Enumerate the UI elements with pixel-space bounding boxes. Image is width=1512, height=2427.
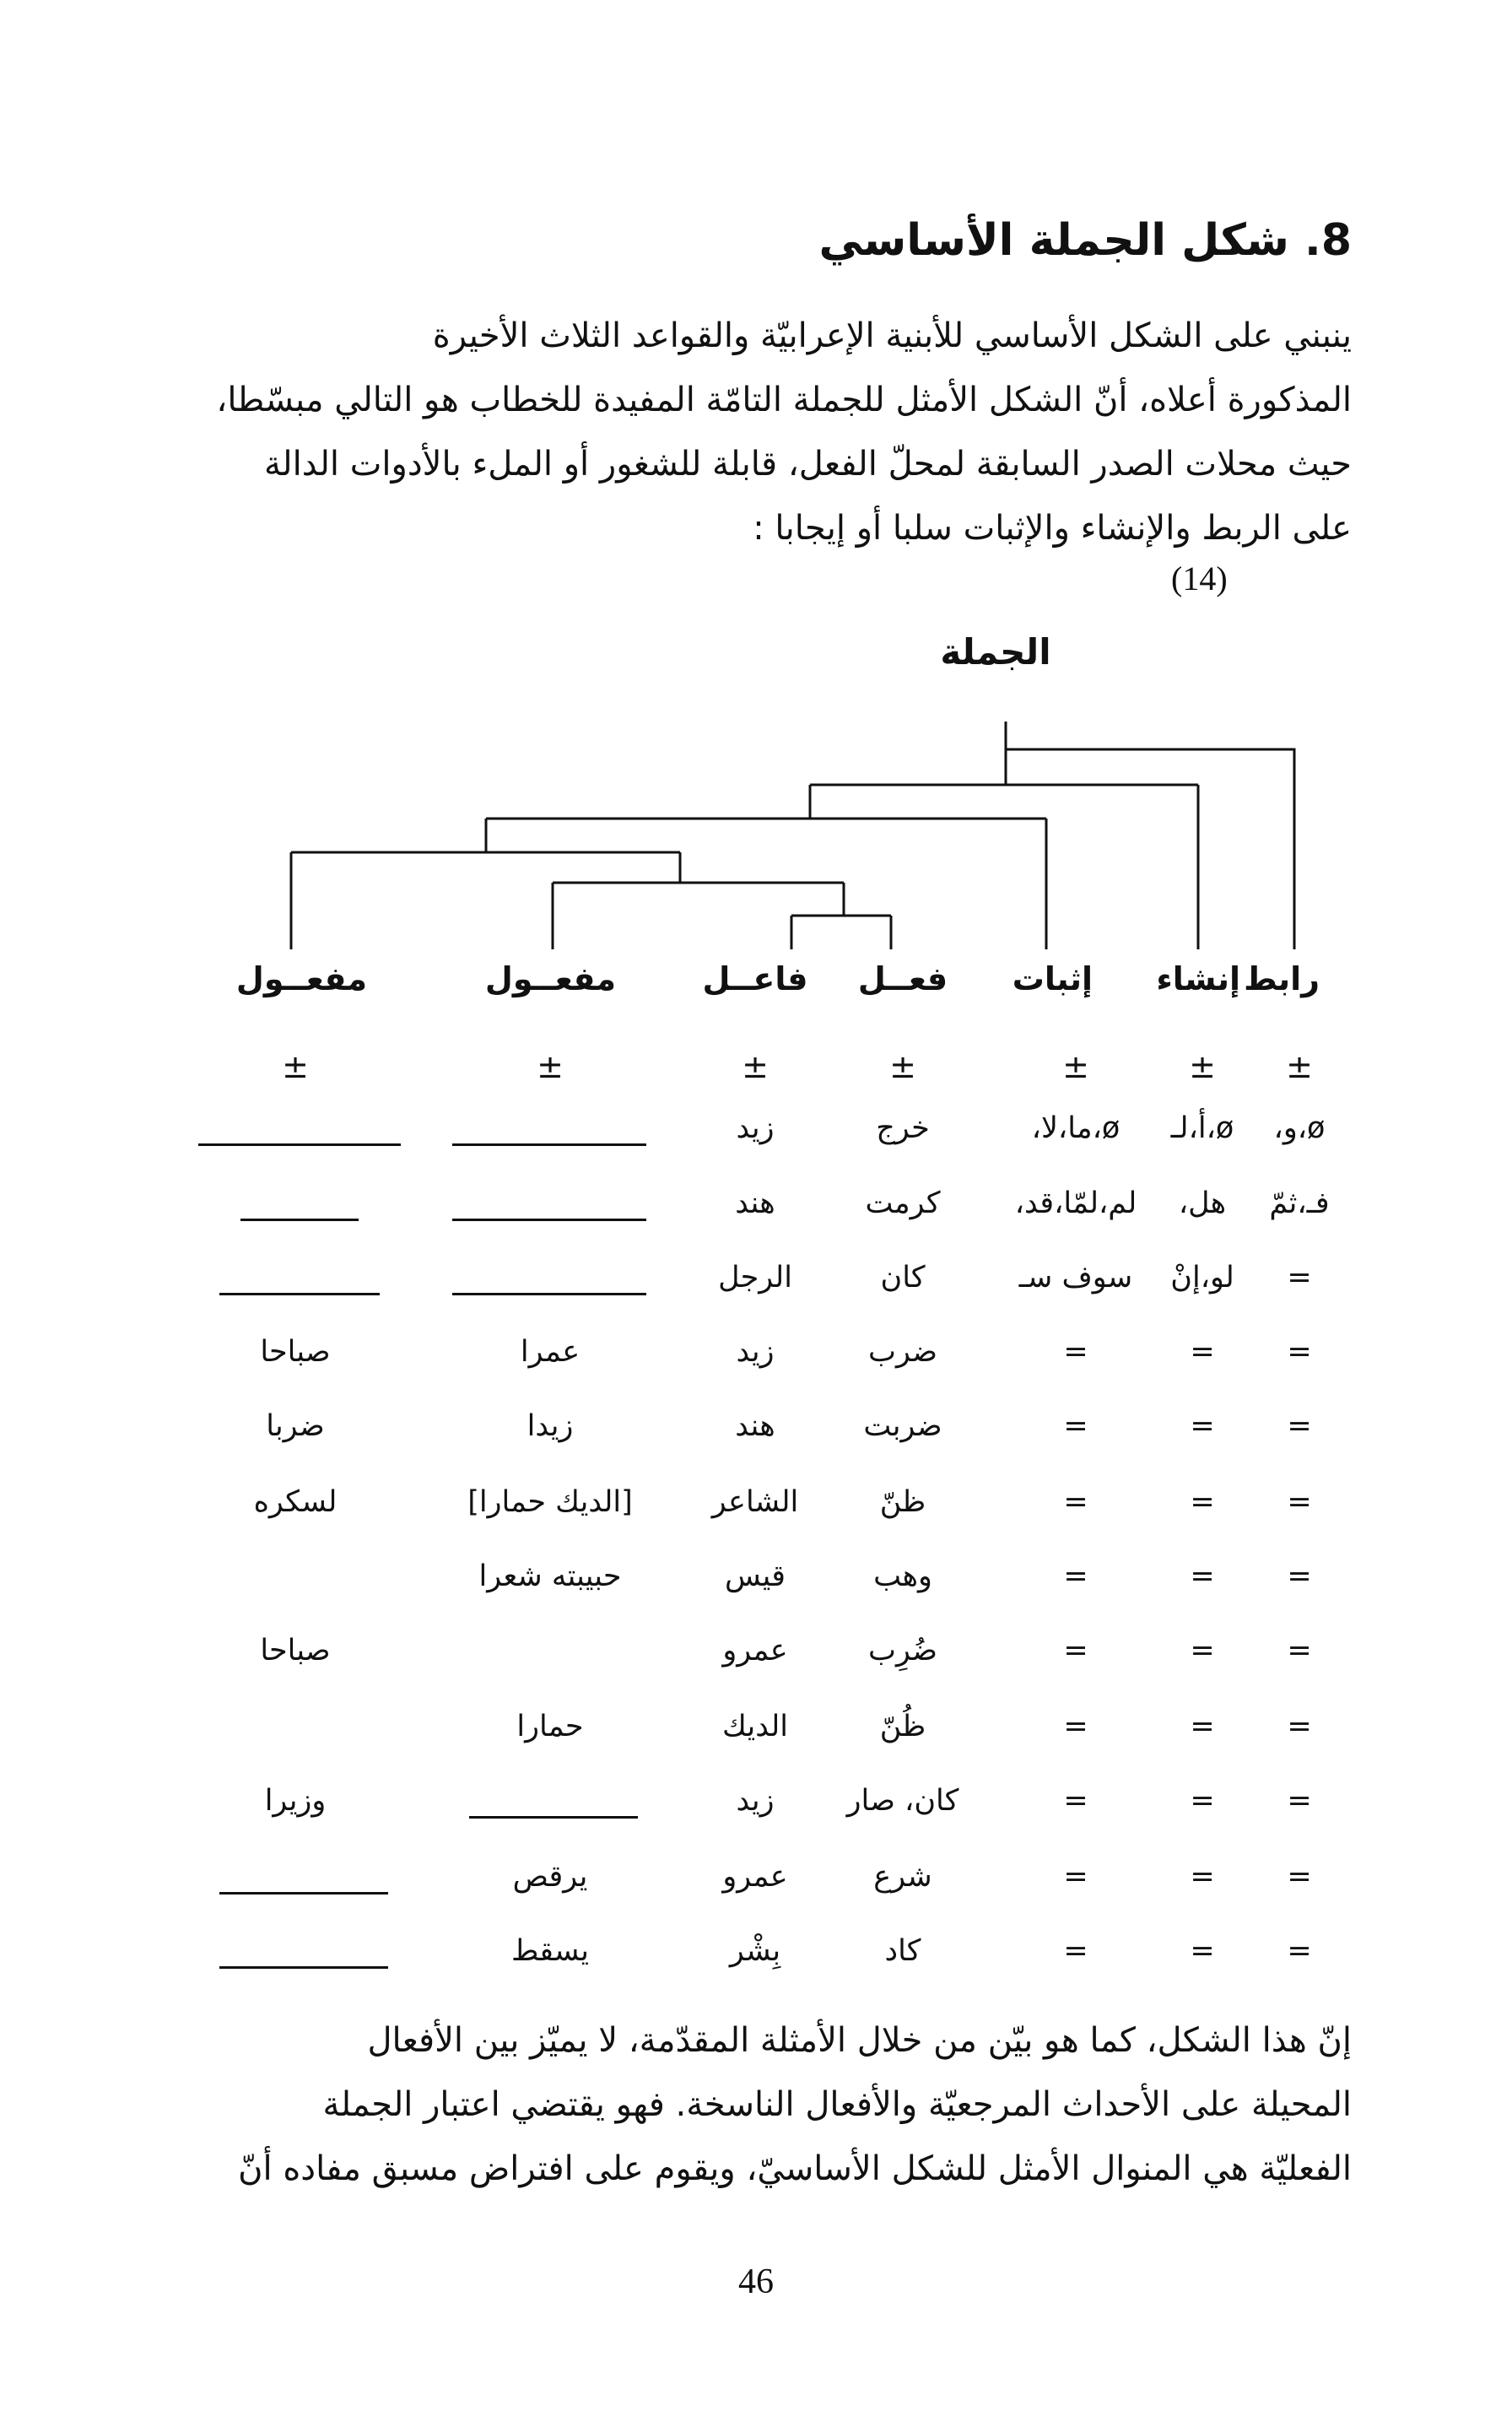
table-cell-mafool1: يسقط (511, 1934, 589, 1968)
table-cell-fail: زيد (736, 1111, 775, 1145)
section-title: 8. شكل الجملة الأساسي (818, 215, 1352, 266)
table-cell-fil: كرمت (865, 1186, 941, 1220)
table-cell-fail: قيس (725, 1559, 786, 1593)
plus-minus-mark: ± (742, 1048, 769, 1085)
table-cell-rabit: = (1287, 1934, 1312, 1968)
table-cell-ithbat: = (1063, 1934, 1088, 1968)
table-cell-rabit: = (1287, 1409, 1312, 1443)
table-cell-mafool2: لسكره (253, 1485, 338, 1519)
blank-slot-line (198, 1143, 401, 1146)
table-cell-fil: ظُنّ (879, 1710, 926, 1743)
table-cell-insha: هل، (1178, 1186, 1227, 1220)
blank-slot-line (219, 1293, 380, 1295)
plus-minus-mark: ± (1286, 1048, 1313, 1085)
table-cell-fil: خرج (876, 1111, 930, 1145)
table-cell-insha: = (1190, 1784, 1215, 1818)
col-header-rabit: رابط (1244, 960, 1320, 997)
table-cell-mafool2: صباحا (260, 1634, 331, 1668)
table-cell-ithbat: = (1063, 1335, 1088, 1369)
table-cell-ithbat: = (1063, 1559, 1088, 1593)
blank-slot-line (452, 1143, 646, 1146)
table-cell-ithbat: لم،لمّا،قد، (1014, 1186, 1137, 1220)
table-cell-insha: = (1190, 1409, 1215, 1443)
table-cell-ithbat: = (1063, 1634, 1088, 1668)
table-cell-rabit: = (1287, 1485, 1312, 1519)
col-header-fail: فاعــل (702, 960, 808, 997)
table-cell-fail: الرجل (718, 1261, 792, 1295)
table-cell-ithbat: = (1063, 1860, 1088, 1894)
tree-diagram (0, 0, 1512, 1013)
table-cell-fail: عمرو (722, 1634, 788, 1668)
table-cell-fail: الديك (722, 1710, 788, 1743)
table-cell-insha: = (1190, 1559, 1215, 1593)
table-cell-ithbat: = (1063, 1409, 1088, 1443)
blank-slot-line (452, 1219, 646, 1221)
table-cell-mafool2: وزيرا (264, 1784, 327, 1818)
closing-line: إنّ هذا الشكل، كما هو بيّن من خلال الأمثلة المقدّمة، لا يميّز بين الأفعال (367, 2021, 1352, 2060)
plus-minus-mark: ± (1062, 1048, 1089, 1085)
table-cell-fail: زيد (736, 1784, 775, 1818)
col-header-ithbat: إثبات (1012, 960, 1093, 997)
table-cell-rabit: = (1287, 1335, 1312, 1369)
tree-root-label: الجملة (940, 631, 1051, 673)
table-cell-fail: عمرو (722, 1860, 788, 1894)
table-cell-insha: = (1190, 1710, 1215, 1743)
col-header-mafool: مفعــول (235, 960, 367, 997)
table-cell-fil: ظنّ (879, 1485, 926, 1519)
table-cell-rabit: = (1287, 1784, 1312, 1818)
table-cell-mafool2: ضربا (266, 1409, 325, 1443)
table-cell-rabit: = (1287, 1860, 1312, 1894)
table-cell-ithbat: = (1063, 1784, 1088, 1818)
table-cell-mafool1: عمرا (520, 1335, 580, 1369)
table-cell-mafool2: صباحا (260, 1335, 331, 1369)
blank-slot-line (219, 1892, 388, 1895)
table-cell-rabit: = (1287, 1559, 1312, 1593)
table-cell-fil: كاد (884, 1934, 921, 1968)
table-cell-fail: الشاعر (711, 1485, 799, 1519)
table-cell-fail: هند (735, 1186, 775, 1220)
table-cell-fil: ضرب (868, 1335, 937, 1369)
table-cell-rabit: ø،و، (1273, 1111, 1326, 1145)
table-cell-mafool1: زيدا (526, 1409, 574, 1443)
col-header-insha: إنشاء (1156, 960, 1240, 997)
table-cell-insha: = (1190, 1485, 1215, 1519)
intro-line: المذكورة أعلاه، أنّ الشكل الأمثل للجملة التامّة المفيدة للخطاب هو التالي مبسّطا، (216, 381, 1352, 419)
tree-branch-rabit (1006, 749, 1294, 949)
table-cell-fil: كان (880, 1261, 926, 1295)
table-cell-rabit: = (1287, 1710, 1312, 1743)
table-cell-ithbat: = (1063, 1485, 1088, 1519)
blank-slot-line (452, 1293, 646, 1295)
table-cell-fil: وهب (873, 1559, 932, 1593)
table-cell-insha: = (1190, 1934, 1215, 1968)
plus-minus-mark: ± (1189, 1048, 1216, 1085)
col-header-mafool: مفعــول (484, 960, 616, 997)
intro-line: ينبني على الشكل الأساسي للأبنية الإعرابيّة والقواعد الثلاث الأخيرة (432, 316, 1352, 355)
table-cell-mafool1: حبيبته شعرا (478, 1559, 622, 1593)
page-number: 46 (738, 2262, 774, 2301)
table-cell-mafool1: يرقص (512, 1860, 588, 1894)
table-cell-fail: هند (735, 1409, 775, 1443)
table-cell-insha: = (1190, 1335, 1215, 1369)
table-cell-fil: كان، صار (846, 1784, 959, 1818)
example-number: (14) (1171, 559, 1228, 597)
table-cell-fail: زيد (736, 1335, 775, 1369)
table-cell-rabit: = (1287, 1634, 1312, 1668)
blank-slot-line (240, 1219, 359, 1221)
table-cell-fil: ضُرِب (868, 1634, 937, 1668)
intro-line: على الربط والإنشاء والإثبات سلبا أو إيجابا : (753, 509, 1352, 548)
table-cell-insha: = (1190, 1634, 1215, 1668)
table-cell-mafool1: [الديك حمارا] (467, 1485, 633, 1519)
intro-line: حيث محلات الصدر السابقة لمحلّ الفعل، قابلة للشغور أو الملء بالأدوات الدالة (263, 445, 1352, 484)
col-header-fil: فعــل (857, 960, 948, 997)
plus-minus-mark: ± (537, 1048, 564, 1085)
table-cell-fail: بِشْر (729, 1934, 781, 1968)
table-cell-fil: شرع (873, 1860, 932, 1894)
closing-line: الفعليّة هي المنوال الأمثل للشكل الأساسيّ، ويقوم على افتراض مسبق مفاده أنّ (238, 2149, 1352, 2188)
blank-slot-line (219, 1966, 388, 1969)
table-cell-insha: = (1190, 1860, 1215, 1894)
table-cell-rabit: = (1287, 1261, 1312, 1295)
table-cell-fil: ضربت (863, 1409, 942, 1443)
plus-minus-mark: ± (889, 1048, 916, 1085)
table-cell-rabit: فـ،ثمّ (1269, 1186, 1330, 1220)
closing-paragraph (170, 2008, 1352, 2201)
plus-minus-mark: ± (282, 1048, 309, 1085)
table-cell-ithbat: سوف سـ (1018, 1261, 1133, 1295)
blank-slot-line (469, 1816, 638, 1819)
table-cell-insha: لو،إنْ (1170, 1261, 1234, 1295)
closing-line: المحيلة على الأحداث المرجعيّة والأفعال الناسخة. فهو يقتضي اعتبار الجملة (322, 2085, 1352, 2124)
table-cell-insha: ø،أ،لـ (1170, 1111, 1234, 1145)
table-cell-ithbat: ø،ما،لا، (1031, 1111, 1120, 1145)
table-cell-ithbat: = (1063, 1710, 1088, 1743)
table-cell-mafool1: حمارا (516, 1710, 584, 1743)
